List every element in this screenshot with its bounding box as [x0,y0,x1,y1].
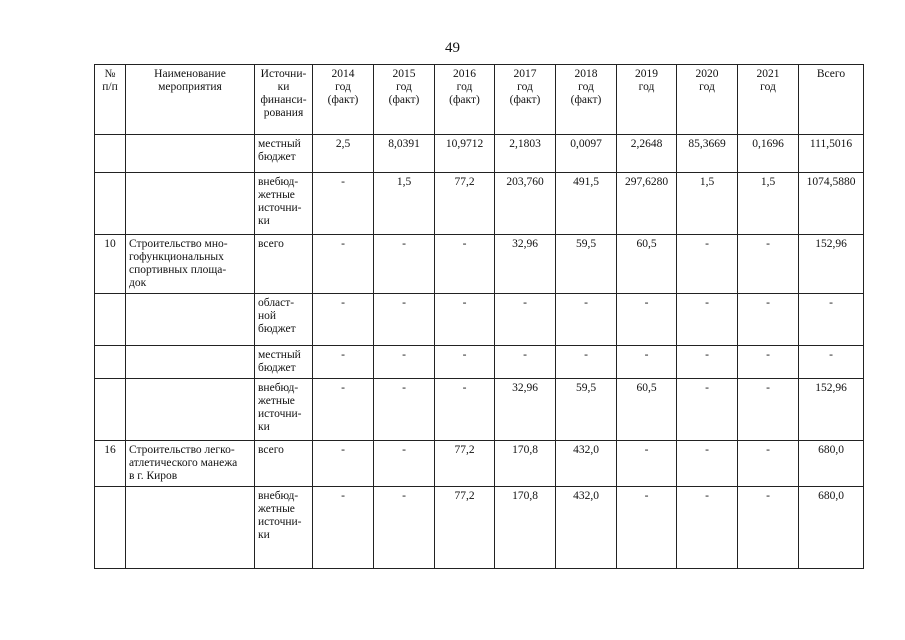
table-row [95,135,864,173]
year-value: - [677,441,738,487]
year-value: - [738,235,799,294]
year-value: - [435,294,495,346]
year-value: - [738,294,799,346]
year-value: - [313,173,374,235]
year-value: - [738,379,799,441]
year-value: - [313,346,374,379]
year-value: 491,5 [556,173,617,235]
header-year: 2021 год [738,65,799,135]
year-value: - [677,235,738,294]
table-row [95,487,864,569]
funding-source: внебюд- жетные источни- ки [255,379,313,441]
year-value: - [313,235,374,294]
header-year: 2017 год (факт) [495,65,556,135]
year-value: 8,0391 [374,135,435,173]
year-value: 32,96 [495,235,556,294]
year-value: 203,760 [495,173,556,235]
table-row [95,173,864,235]
header-year: 2018 год (факт) [556,65,617,135]
header-year: 2015 год (факт) [374,65,435,135]
budget-table [94,64,864,569]
total-value: 152,96 [799,235,864,294]
year-value: - [495,346,556,379]
year-value: 1,5 [738,173,799,235]
table-row [95,294,864,346]
year-value: - [738,346,799,379]
header-year: 2014 год (факт) [313,65,374,135]
header-year: 2016 год (факт) [435,65,495,135]
total-value: 680,0 [799,441,864,487]
year-value: 59,5 [556,235,617,294]
row-number: 10 [95,235,126,294]
year-value: - [374,235,435,294]
year-value: - [435,235,495,294]
row-number [95,487,126,569]
total-value: - [799,346,864,379]
year-value: 1,5 [374,173,435,235]
year-value: - [677,379,738,441]
year-value: 297,6280 [617,173,677,235]
year-value: 432,0 [556,441,617,487]
activity-name: Строительство легко- атлетического манежа в г. Киров [126,441,255,487]
year-value: 1,5 [677,173,738,235]
header-num: № п/п [95,65,126,135]
year-value: 77,2 [435,173,495,235]
activity-name [126,346,255,379]
year-value: - [313,441,374,487]
funding-source: местный бюджет [255,135,313,173]
year-value: 170,8 [495,487,556,569]
header-source: Источни- ки финанси- рования [255,65,313,135]
year-value: - [677,487,738,569]
total-value: 152,96 [799,379,864,441]
year-value: 2,5 [313,135,374,173]
year-value: 60,5 [617,235,677,294]
year-value: 432,0 [556,487,617,569]
year-value: - [738,487,799,569]
header-year: 2020 год [677,65,738,135]
year-value: 0,1696 [738,135,799,173]
year-value: 2,2648 [617,135,677,173]
activity-name [126,173,255,235]
row-number [95,173,126,235]
row-number [95,135,126,173]
year-value: 59,5 [556,379,617,441]
funding-source: внебюд- жетные источни- ки [255,487,313,569]
total-value: - [799,294,864,346]
year-value: - [374,487,435,569]
funding-source: местный бюджет [255,346,313,379]
header-total: Всего [799,65,864,135]
year-value: 85,3669 [677,135,738,173]
year-value: - [374,294,435,346]
funding-source: всего [255,441,313,487]
activity-name [126,379,255,441]
header-year: 2019 год [617,65,677,135]
row-number: 16 [95,441,126,487]
funding-source: област- ной бюджет [255,294,313,346]
year-value: - [435,379,495,441]
year-value: - [374,346,435,379]
year-value: - [617,294,677,346]
table-header [95,65,864,135]
row-number [95,379,126,441]
total-value: 680,0 [799,487,864,569]
activity-name: Строительство мно- гофункциональных спортивных площа- док [126,235,255,294]
year-value: - [677,346,738,379]
year-value: 170,8 [495,441,556,487]
funding-source: всего [255,235,313,294]
year-value: 77,2 [435,441,495,487]
year-value: - [556,346,617,379]
year-value: 32,96 [495,379,556,441]
year-value: - [617,487,677,569]
year-value: - [738,441,799,487]
year-value: 10,9712 [435,135,495,173]
year-value: 0,0097 [556,135,617,173]
table-row [95,346,864,379]
year-value: - [313,294,374,346]
year-value: - [677,294,738,346]
year-value: 77,2 [435,487,495,569]
row-number [95,346,126,379]
table-row [95,441,864,487]
page-number: 49 [445,40,460,56]
table-body [95,135,864,569]
total-value: 111,5016 [799,135,864,173]
total-value: 1074,5880 [799,173,864,235]
table-row [95,235,864,294]
header-name: Наименование мероприятия [126,65,255,135]
year-value: 2,1803 [495,135,556,173]
year-value: - [374,441,435,487]
year-value: - [556,294,617,346]
year-value: - [374,379,435,441]
funding-source: внебюд- жетные источни- ки [255,173,313,235]
year-value: - [617,346,677,379]
table-row [95,379,864,441]
activity-name [126,487,255,569]
year-value: - [313,487,374,569]
year-value: 60,5 [617,379,677,441]
year-value: - [435,346,495,379]
activity-name [126,294,255,346]
activity-name [126,135,255,173]
year-value: - [495,294,556,346]
year-value: - [313,379,374,441]
row-number [95,294,126,346]
year-value: - [617,441,677,487]
